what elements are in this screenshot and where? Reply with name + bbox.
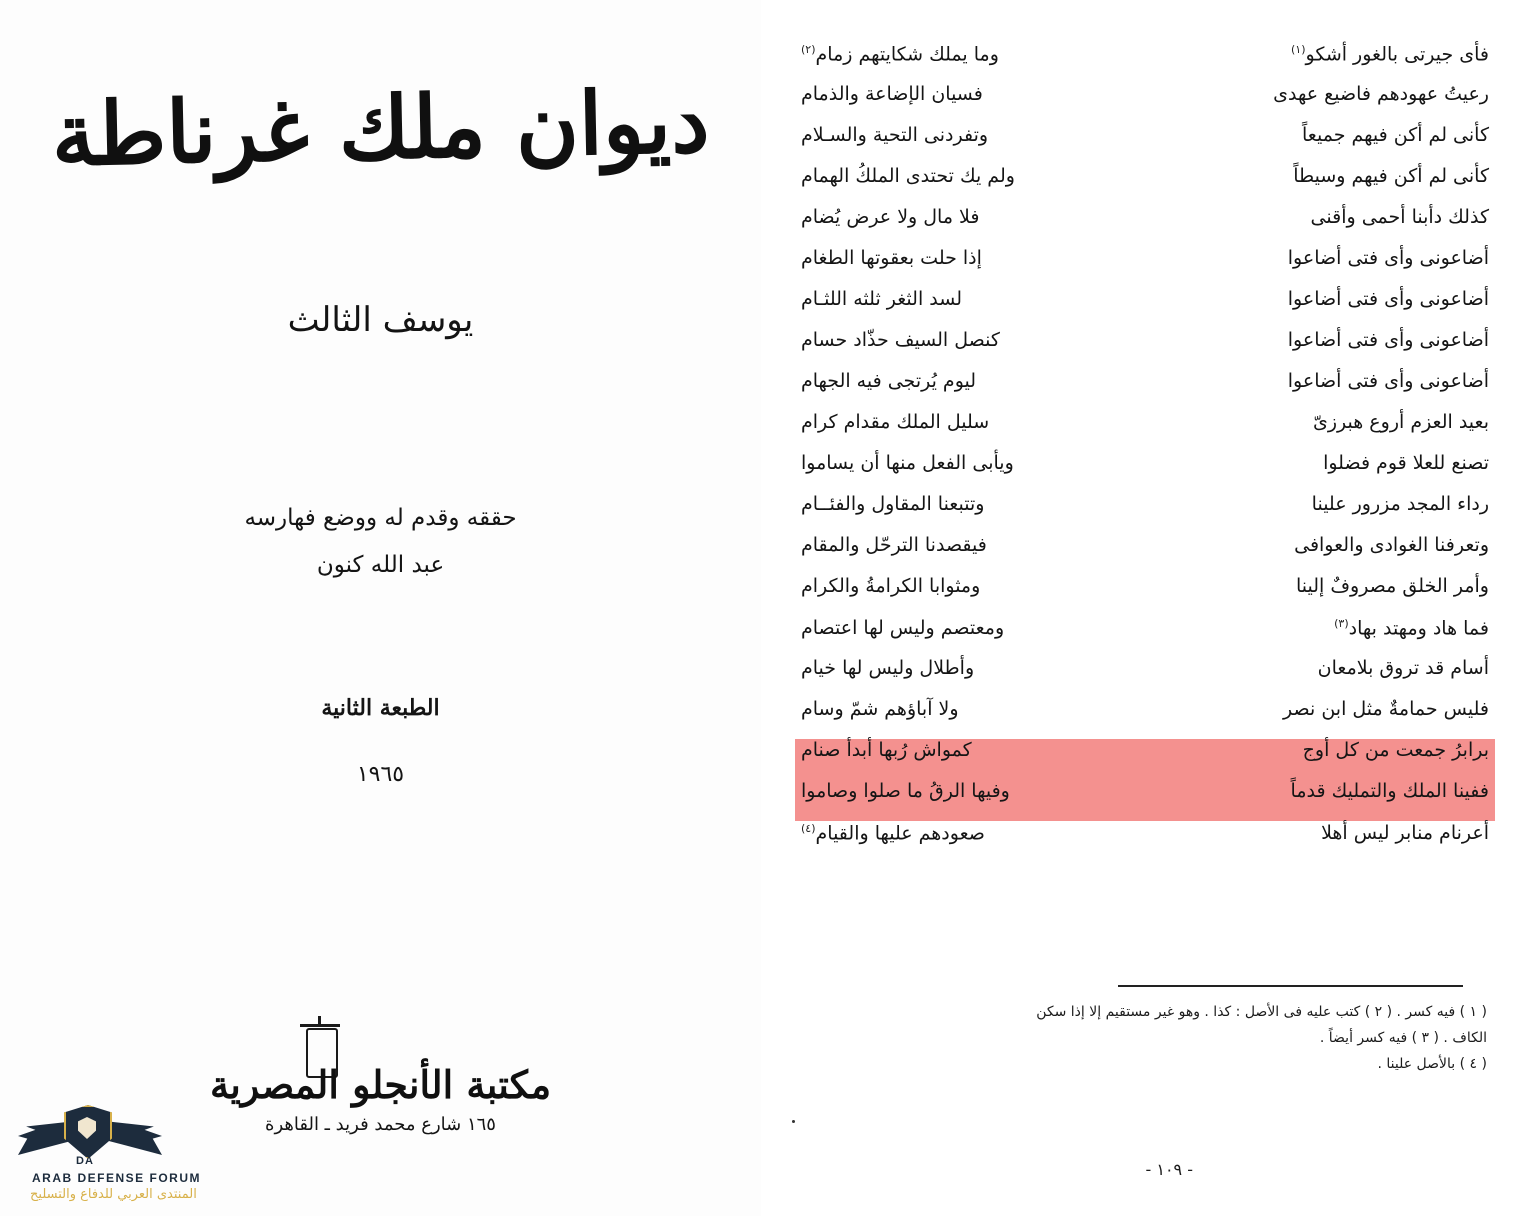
publisher-name: مكتبة الأنجلو المصرية [209,1062,552,1107]
wing-right-icon [104,1121,162,1155]
verse-line [795,534,1495,575]
watermark-name-en: ARAB DEFENSE FORUM [32,1171,202,1185]
editor-name: عبد الله كنون [316,552,445,578]
footnotes [797,1000,1487,1078]
footnote-divider [1118,985,1463,987]
hemistich-first: تصنع للعلا قوم فضلوا [1323,452,1489,474]
publisher-address: ١٦٥ شارع محمد فريد ـ القاهرة [265,1114,496,1135]
hemistich-second: سليل الملك مقدام كرام [801,411,990,433]
hemistich-second: وما يملك شكايتهم زمام$^{(٢)}$ [801,43,999,66]
verse-line [795,329,1495,370]
hemistich-first: رداء المجد مزرور علينا [1311,493,1489,515]
title-page [0,0,761,1216]
watermark [18,1099,278,1204]
verse-line [795,616,1495,657]
verse-line [795,42,1495,83]
hemistich-first: أضاعونى وأى فتى أضاعوا [1287,247,1489,269]
hemistich-first: أضاعونى وأى فتى أضاعوا [1287,329,1489,351]
verse-line [795,411,1495,452]
hemistich-first: فليس حمامةٌ مثل ابن نصر [1283,698,1489,720]
ink-speck [792,1120,795,1123]
edition-statement: الطبعة الثانية [321,695,440,721]
footnote-marker: (٣) [1334,617,1349,630]
hemistich-first: وأمر الخلق مصروفٌ إلينا [1295,575,1489,597]
book-title: ديوان ملك غرناطة [50,71,711,186]
hemistich-first: رعيتُ عهودهم فاضيع عهدى [1273,83,1489,105]
hemistich-second: فسيان الإضاعة والذمام [801,83,983,105]
hemistich-second: كمواش رُبها أبدأ صنام [801,739,972,761]
hemistich-second: وأطلال وليس لها خيام [801,657,975,679]
publication-year: ١٩٦٥ [356,762,405,787]
page-number: - ١٠٩ - [1145,1160,1193,1179]
book-author: يوسف الثالث [287,300,474,340]
hemistich-first: كأنى لم أكن فيهم جميعاً [1302,124,1489,146]
verse-line [795,288,1495,329]
verse-line [795,698,1495,739]
hemistich-second: ومعتصم وليس لها اعتصام [801,617,1005,640]
hemistich-first: أعرنام منابر ليس أهلا [1321,822,1489,845]
verse-line-highlighted [795,739,1495,780]
hemistich-second: صعودهم عليها والقيام$^{(٤)}$ [801,822,985,845]
hemistich-first: بعيد العزم أروع هبرزىّ [1312,411,1489,433]
footnote-marker: (١) [1291,43,1306,56]
hemistich-first: ففينا الملك والتمليك قدماً [1290,780,1489,802]
verse-line [795,247,1495,288]
watermark-name-ar: المنتدى العربي للدفاع والتسليح [30,1187,197,1202]
verse-line [795,657,1495,698]
verse-line [795,821,1495,862]
hemistich-first: فأى جيرتى بالغور أشكو$^{(١)}$ [1291,43,1489,66]
hemistich-first: كأنى لم أكن فيهم وسيطاً [1293,165,1489,187]
footnote-marker: (٤) [801,822,816,835]
hemistich-first: برابرُ جمعت من كل أوج [1302,739,1489,761]
verse-line [795,206,1495,247]
footnote-marker: (٢) [801,43,816,56]
hemistich-second: إذا حلت بعقوتها الطغام [801,247,982,269]
hemistich-second: كنصل السيف حذّاد حسام [801,329,1000,351]
hemistich-second: فيقصدنا الترحّل والمقام [801,534,987,556]
verse-line-highlighted [795,780,1495,821]
hemistich-second: ولا آباؤهم شمّ وسام [801,698,959,720]
hemistich-first: أضاعونى وأى فتى أضاعوا [1287,370,1489,392]
hemistich-second: وتتبعنا المقاول والفئــام [801,493,985,515]
verse-line [795,493,1495,534]
footnote-item: الكاف . ( ٣ ) فيه كسر أيضاً . [1319,1029,1487,1046]
hemistich-second: ومثوابا الكرامةُ والكرام [801,575,981,597]
hemistich-first: أضاعونى وأى فتى أضاعوا [1287,288,1489,310]
verse-line [795,370,1495,411]
hemistich-first: فما هاد ومهتد بهاد$^{(٣)}$ [1334,617,1489,640]
hemistich-second: وفيها الرقُ ما صلوا وصاموا [801,780,1010,802]
footnote-item: ( ١ ) فيه كسر . ( ٢ ) كتب عليه فى الأصل : كذا . وهو غير مستقيم إلا إذا سكن [1036,1004,1487,1020]
verse-line [795,124,1495,165]
hemistich-second: وتفردنى التحية والسـلام [801,124,989,146]
editor-credit: حققه وقدم له ووضع فهارسه [244,505,517,531]
footnote-item: ( ٤ ) بالأصل علينا . [1377,1055,1487,1072]
verse-line [795,452,1495,493]
verse-line [795,83,1495,124]
poem-page [761,0,1523,1216]
hemistich-second: ولم يك تحتدى الملكُ الهمام [801,165,1015,187]
hemistich-second: فلا مال ولا عرض يُضام [801,206,980,228]
hemistich-second: لسد الثغر ثلثه اللثـام [801,288,962,310]
shield-icon [64,1105,112,1159]
watermark-badge: DA [76,1155,94,1167]
verse-line [795,165,1495,206]
hemistich-first: كذلك دأبنا أحمى وأقنى [1310,206,1489,228]
verse-line [795,575,1495,616]
hemistich-first: وتعرفنا الغوادى والعوافى [1294,534,1489,556]
poem-body [795,42,1495,862]
hemistich-second: ليوم يُرتجى فيه الجهام [801,370,977,392]
hemistich-first: أسام قد تروق بلامعان [1317,657,1489,679]
hemistich-second: ويأبى الفعل منها أن يساموا [801,452,1014,474]
